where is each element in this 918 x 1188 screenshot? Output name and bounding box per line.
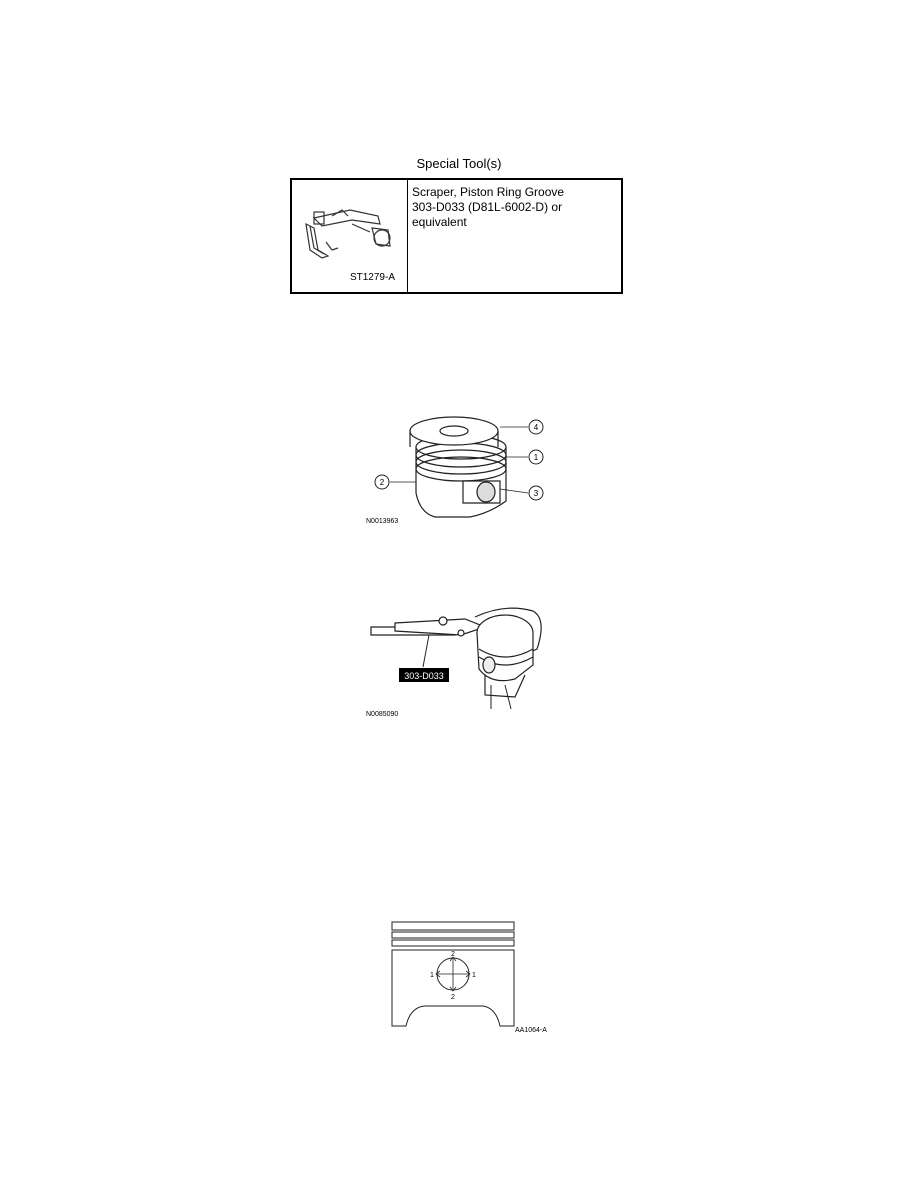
callout-1: 1 [533,453,539,462]
piston-figure-code: N0013963 [366,518,399,525]
measure-mark-left: 1 [430,972,434,979]
special-tools-table [290,178,623,294]
tool-description-cell [408,180,621,292]
tool-part-number: 303-D033 (D81L-6002-D) or equivalent [412,200,563,229]
tool-image-code: ST1279-A [349,272,395,283]
piston-figure [360,405,560,530]
callout-2: 2 [379,478,385,487]
callout-3: 3 [533,489,539,498]
tool-image-cell [292,180,408,292]
scraper-tool-tag: 303-D033 [404,671,444,681]
measurement-figure-code: AA1064-A [515,1027,547,1034]
measure-mark-right: 1 [472,972,476,979]
scraper-usage-figure [365,605,565,715]
scraper-figure-code: N0085090 [366,711,399,718]
measure-mark-bottom: 2 [451,994,455,1001]
tool-name: Scraper, Piston Ring Groove [412,185,565,199]
measurement-figure [388,920,518,1030]
measure-mark-top: 2 [451,951,455,958]
callout-4: 4 [533,423,539,432]
special-tools-heading: Special Tool(s) [416,156,502,171]
